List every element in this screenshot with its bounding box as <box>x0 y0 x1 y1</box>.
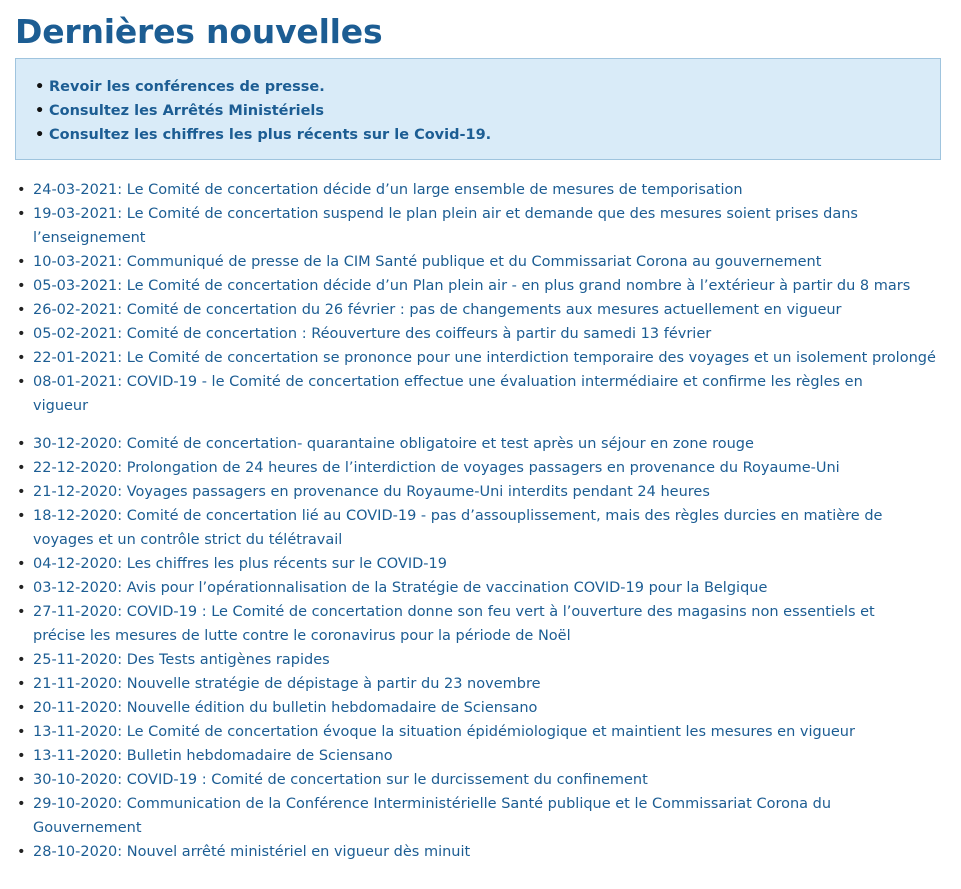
news-item <box>0 480 943 504</box>
news-item <box>0 648 943 672</box>
bullet-icon: • <box>17 556 26 572</box>
bullet-icon: • <box>17 326 26 342</box>
news-item <box>0 370 913 418</box>
news-item <box>0 504 943 552</box>
news-link[interactable]: 05-02-2021: Comité de concertation : Réouverture des coiffeurs à partir du samedi 13 février <box>33 326 712 342</box>
bullet-icon: • <box>17 460 26 476</box>
bullet-icon: • <box>17 302 26 318</box>
news-link[interactable]: 19-03-2021: Le Comité de concertation suspend le plan plein air et demande que des mesures soient prises dans l’enseignement <box>33 206 858 246</box>
news-item <box>0 456 943 480</box>
bullet-icon: • <box>17 700 26 716</box>
news-item <box>0 840 943 864</box>
news-link[interactable]: 13-11-2020: Bulletin hebdomadaire de Sciensano <box>33 748 393 764</box>
news-link[interactable]: 30-10-2020: COVID-19 : Comité de concertation sur le durcissement du confinement <box>33 772 648 788</box>
news-link[interactable]: 18-12-2020: Comité de concertation lié au COVID-19 - pas d’assouplissement, mais des règles durcies en matière de voyages et un contrôle strict du télétravail <box>33 508 883 548</box>
news-link[interactable]: 27-11-2020: COVID-19 : Le Comité de concertation donne son feu vert à l’ouverture des magasins non essentiels et précise les mesures de lutte contre le coronavirus pour la période de Noël <box>33 604 875 644</box>
news-link[interactable]: 28-10-2020: Nouvel arrêté ministériel en vigueur dès minuit <box>33 844 471 860</box>
bullet-icon: • <box>17 436 26 452</box>
bullet-icon: • <box>17 748 26 764</box>
bullet-icon: • <box>17 278 26 294</box>
news-link[interactable]: 29-10-2020: Communication de la Conférence Interministérielle Santé publique et le Commissariat Corona du Gouvernement <box>33 796 832 836</box>
bullet-icon: • <box>17 484 26 500</box>
news-link[interactable]: 03-12-2020: Avis pour l’opérationnalisation de la Stratégie de vaccination COVID-19 pour la Belgique <box>33 580 768 596</box>
news-item <box>0 274 943 298</box>
news-item <box>0 720 943 744</box>
news-item <box>0 576 943 600</box>
news-item <box>0 178 943 202</box>
news-item <box>0 672 943 696</box>
news-link[interactable]: 08-01-2021: COVID-19 - le Comité de concertation effectue une évaluation intermédiaire et confirme les règles en vigueur <box>33 374 863 414</box>
bullet-icon: • <box>17 350 26 366</box>
bullet-icon: • <box>17 182 26 198</box>
news-spacer <box>0 418 943 432</box>
news-item <box>0 322 943 346</box>
bullet-icon: • <box>17 652 26 668</box>
news-item <box>0 768 943 792</box>
bullet-icon: • <box>17 580 26 596</box>
news-link[interactable]: 25-11-2020: Des Tests antigènes rapides <box>33 652 330 668</box>
news-link[interactable]: 21-11-2020: Nouvelle stratégie de dépistage à partir du 23 novembre <box>33 676 541 692</box>
news-link[interactable]: 13-11-2020: Le Comité de concertation évoque la situation épidémiologique et maintient les mesures en vigueur <box>33 724 855 740</box>
highlight-links-list <box>35 75 491 147</box>
news-link[interactable]: 21-12-2020: Voyages passagers en provenance du Royaume-Uni interdits pendant 24 heures <box>33 484 710 500</box>
news-link[interactable]: 05-03-2021: Le Comité de concertation décide d’un Plan plein air - en plus grand nombre à l’extérieur à partir du 8 mars <box>33 278 911 294</box>
covid-figures-link[interactable]: Consultez les chiffres les plus récents sur le Covid-19. <box>49 127 492 143</box>
highlight-item <box>35 123 491 147</box>
news-link[interactable]: 26-02-2021: Comité de concertation du 26 février : pas de changements aux mesures actuellement en vigueur <box>33 302 842 318</box>
news-item <box>0 792 913 840</box>
bullet-icon: • <box>17 206 26 222</box>
bullet-icon: • <box>35 79 45 95</box>
bullet-icon: • <box>17 374 26 390</box>
bullet-icon: • <box>17 844 26 860</box>
highlight-item <box>35 75 491 99</box>
news-item <box>0 298 943 322</box>
ministerial-decrees-link[interactable]: Consultez les Arrêtés Ministériels <box>49 103 325 119</box>
bullet-icon: • <box>35 127 45 143</box>
news-link[interactable]: 22-12-2020: Prolongation de 24 heures de l’interdiction de voyages passagers en provenance du Royaume-Uni <box>33 460 840 476</box>
bullet-icon: • <box>17 772 26 788</box>
news-item <box>0 696 943 720</box>
bullet-icon: • <box>17 604 26 620</box>
bullet-icon: • <box>35 103 45 119</box>
news-link[interactable]: 04-12-2020: Les chiffres les plus récents sur le COVID-19 <box>33 556 447 572</box>
news-item <box>0 202 943 250</box>
news-list <box>0 178 943 864</box>
highlight-item <box>35 99 491 123</box>
news-link[interactable]: 22-01-2021: Le Comité de concertation se prononce pour une interdiction temporaire des voyages et un isolement prolongé <box>33 350 936 366</box>
news-item <box>0 600 913 648</box>
news-item <box>0 346 943 370</box>
news-link[interactable]: 20-11-2020: Nouvelle édition du bulletin hebdomadaire de Sciensano <box>33 700 538 716</box>
bullet-icon: • <box>17 676 26 692</box>
news-item <box>0 432 943 456</box>
news-link[interactable]: 10-03-2021: Communiqué de presse de la CIM Santé publique et du Commissariat Corona au gouvernement <box>33 254 822 270</box>
bullet-icon: • <box>17 508 26 524</box>
bullet-icon: • <box>17 724 26 740</box>
press-conferences-link[interactable]: Revoir les conférences de presse. <box>49 79 325 95</box>
highlight-links-box <box>15 58 941 160</box>
news-item <box>0 744 943 768</box>
news-item <box>0 250 943 274</box>
bullet-icon: • <box>17 254 26 270</box>
news-item <box>0 552 943 576</box>
news-link[interactable]: 30-12-2020: Comité de concertation- quarantaine obligatoire et test après un séjour en zone rouge <box>33 436 754 452</box>
page-title: Dernières nouvelles <box>15 12 383 51</box>
bullet-icon: • <box>17 796 26 812</box>
news-link[interactable]: 24-03-2021: Le Comité de concertation décide d’un large ensemble de mesures de temporisation <box>33 182 743 198</box>
